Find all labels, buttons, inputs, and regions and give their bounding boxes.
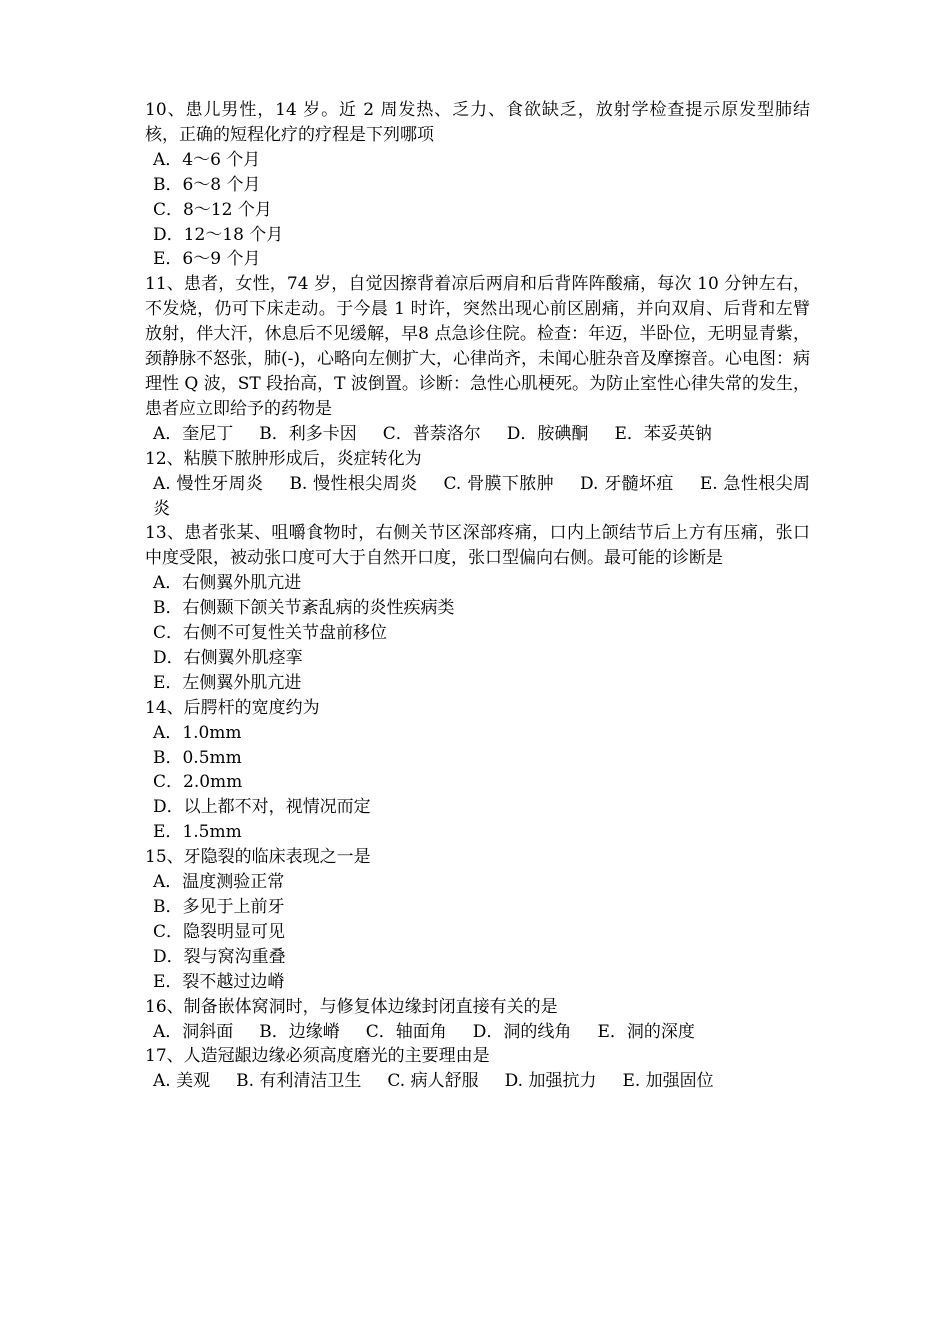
question-16 [145, 995, 810, 1045]
option-e: E．1.5mm [153, 822, 242, 843]
question-11 [145, 272, 810, 446]
inline-options [145, 422, 810, 447]
option-d: D. 加强抗力 [504, 1071, 597, 1092]
option-a: A．奎尼丁 [153, 423, 234, 444]
question-12 [145, 447, 810, 522]
document-page [145, 98, 810, 1094]
option-c: C．轴面角 [365, 1021, 447, 1042]
option-a: A. 美观 [153, 1071, 211, 1092]
question-text: 13、患者张某、咀嚼食物时，右侧关节区深部疼痛，口内上颌结节后上方有压痛，张口中度受限，被动张口度可大于自然开口度，张口型偏向右侧。最可能的诊断是 [145, 523, 810, 569]
option-b: B．多见于上前牙 [153, 897, 285, 917]
question-17 [145, 1044, 810, 1094]
option-e: E．裂不越过边嵴 [153, 971, 285, 992]
option-b: B．0.5mm [153, 747, 242, 768]
option-e: E．左侧翼外肌亢进 [153, 672, 302, 693]
question-10 [145, 98, 810, 272]
option-e: E. 加强固位 [622, 1071, 714, 1092]
question-text: 17、人造冠龈边缘必须高度磨光的主要理由是 [145, 1046, 490, 1067]
option-d: D．12～18 个月 [153, 224, 284, 245]
question-text: 14、后腭杆的宽度约为 [145, 697, 320, 718]
option-e: E．6～9 个月 [153, 249, 261, 270]
option-b: B．6～8 个月 [153, 174, 261, 195]
option-a: A．温度测验正常 [153, 872, 285, 893]
question-13 [145, 521, 810, 695]
question-text: 15、牙隐裂的临床表现之一是 [145, 847, 371, 868]
option-a: A. 慢性牙周炎 [153, 473, 264, 494]
option-e: E．苯妥英钠 [614, 423, 712, 444]
option-d: D. 牙髓坏疽 [580, 473, 674, 494]
option-e: E．洞的深度 [597, 1021, 695, 1042]
inline-options [145, 472, 810, 522]
option-b: B. 有利清洁卫生 [236, 1071, 362, 1092]
option-c: C．右侧不可复性关节盘前移位 [153, 623, 388, 644]
option-b: B．利多卡因 [259, 423, 357, 444]
inline-options [145, 1020, 810, 1045]
option-b: B．边缘嵴 [259, 1021, 340, 1042]
option-b: B．右侧颞下颌关节紊乱病的炎性疾病类 [153, 598, 455, 619]
inline-options [145, 1069, 810, 1094]
option-d: D．右侧翼外肌痉挛 [153, 647, 303, 668]
option-c: C. 骨膜下脓肿 [443, 473, 555, 494]
option-d: D．以上都不对，视情况而定 [153, 797, 371, 818]
option-c: C．普萘洛尔 [382, 423, 481, 444]
option-c: C．8～12 个月 [153, 199, 272, 220]
option-a: A．洞斜面 [153, 1021, 234, 1042]
question-text: 16、制备嵌体窝洞时，与修复体边缘封闭直接有关的是 [145, 996, 558, 1017]
option-c: C. 病人舒服 [387, 1071, 479, 1092]
option-a: A．4～6 个月 [153, 149, 261, 170]
option-d: D．裂与窝沟重叠 [153, 946, 286, 967]
question-15 [145, 845, 810, 994]
option-c: C．隐裂明显可见 [153, 921, 286, 942]
option-a: A．右侧翼外肌亢进 [153, 573, 302, 594]
question-text: 12、粘膜下脓肿形成后，炎症转化为 [145, 448, 422, 469]
option-a: A．1.0mm [153, 722, 242, 743]
question-14 [145, 696, 810, 845]
option-c: C．2.0mm [153, 772, 243, 793]
option-e: E. 急性根尖周炎 [153, 473, 810, 519]
option-b: B. 慢性根尖周炎 [289, 473, 418, 494]
question-text: 11、患者，女性，74 岁，自觉因擦背着凉后两肩和后背阵阵酸痛，每次 10 分钟左右，不发烧，仍可下床走动。于今晨 1 时许，突然出现心前区剧痛，并向双肩、后背和左臂放射，伴大汗，休息后不见缓解，早8 点急诊住院。检查：年迈，半卧位，无明显青紫，颈静脉不怒张，肺(-)，心略向左侧扩大，心律尚齐，未闻心脏杂音及摩擦音。心电图：病理性 Q 波，ST 段抬高，T 波倒置。诊断：急性心肌梗死。为防止室性心律失常的发生，患者应立即给予的药物是 [145, 274, 811, 419]
option-d: D．胺碘酮 [506, 423, 589, 444]
option-d: D．洞的线角 [472, 1021, 572, 1042]
question-text: 10、患儿男性，14 岁。近 2 周发热、乏力、食欲缺乏，放射学检查提示原发型肺结核，正确的短程化疗的疗程是下列哪项 [145, 100, 810, 145]
